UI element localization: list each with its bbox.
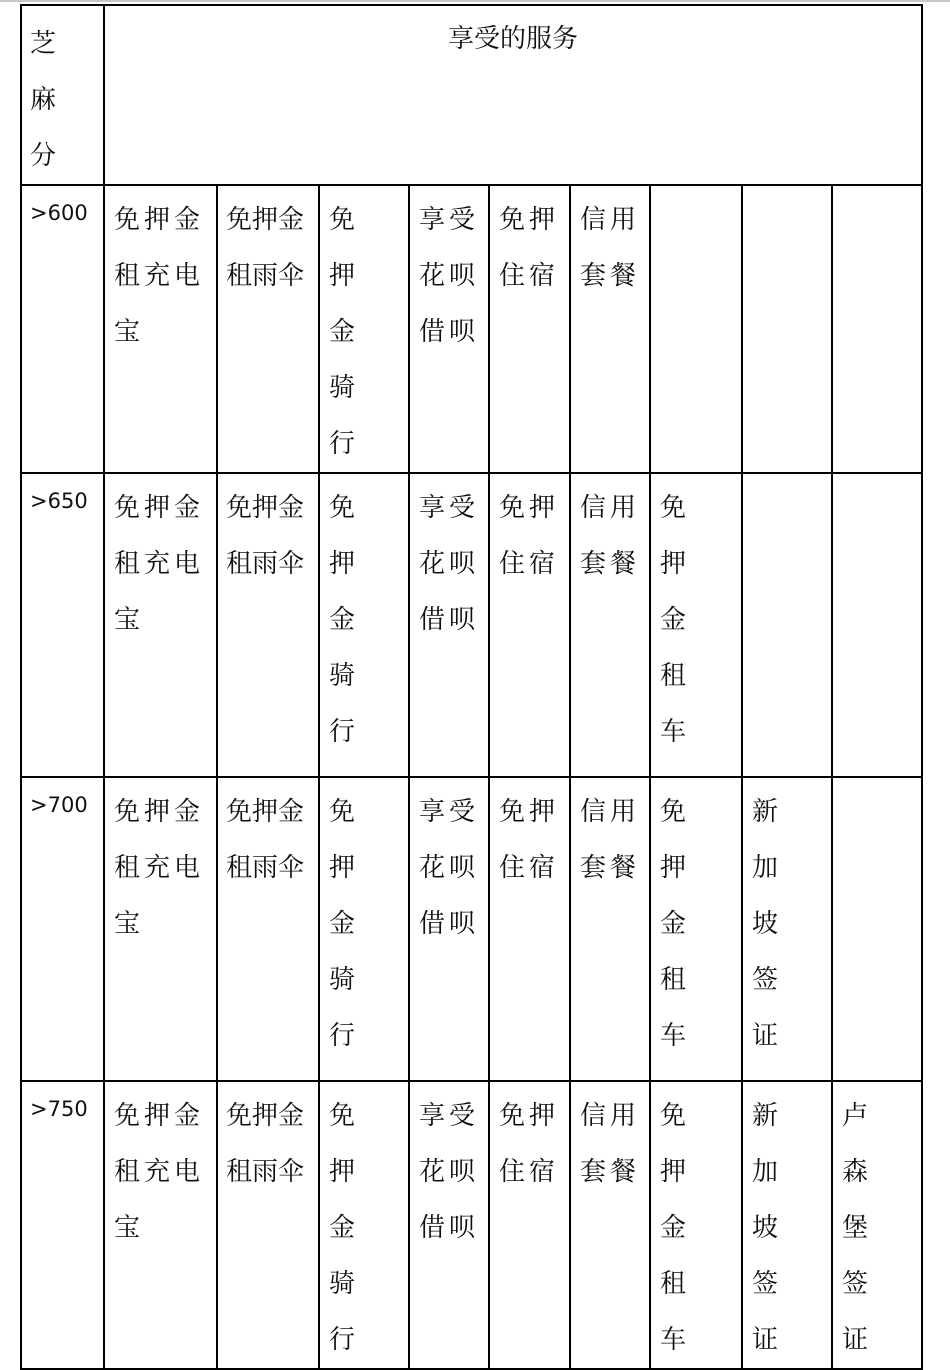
service-cell: 免押金租雨伞 — [217, 185, 319, 473]
top-rule — [0, 0, 950, 2]
service-cell: 免押金租充电宝 — [104, 473, 217, 777]
service-cell: 免押金租车 — [650, 1081, 742, 1369]
service-cell: 免押金租充电宝 — [104, 777, 217, 1081]
service-cell: 免押金租雨伞 — [217, 1081, 319, 1369]
service-cell: 免押金骑行 — [319, 1081, 409, 1369]
service-cell: 免押金租充电宝 — [104, 185, 217, 473]
table-row — [21, 777, 922, 1081]
service-cell: 免押金租雨伞 — [217, 777, 319, 1081]
header-row — [21, 5, 922, 185]
service-cell: 免押金租雨伞 — [217, 473, 319, 777]
services-header-cell: 享受的服务 — [104, 5, 922, 185]
score-header-cell: 芝麻分 — [21, 5, 104, 185]
score-cell: >750 — [21, 1081, 104, 1369]
service-cell: 新加坡签证 — [742, 777, 832, 1081]
service-cell: 享受花呗借呗 — [409, 185, 489, 473]
score-cell: >600 — [21, 185, 104, 473]
service-cell: 免押住宿 — [489, 185, 570, 473]
service-cell: 免押住宿 — [489, 777, 570, 1081]
service-cell: 免押金租车 — [650, 473, 742, 777]
service-cell: 新加坡签证 — [742, 1081, 832, 1369]
service-cell: 享受花呗借呗 — [409, 473, 489, 777]
service-cell: 免押金租充电宝 — [104, 1081, 217, 1369]
service-cell — [650, 185, 742, 473]
service-cell: 享受花呗借呗 — [409, 777, 489, 1081]
service-cell — [742, 185, 832, 473]
service-cell: 信用套餐 — [570, 473, 650, 777]
score-cell: >650 — [21, 473, 104, 777]
service-cell: 享受花呗借呗 — [409, 1081, 489, 1369]
service-cell — [832, 473, 922, 777]
table-row — [21, 1081, 922, 1369]
service-cell: 免押金租车 — [650, 777, 742, 1081]
table-row — [21, 185, 922, 473]
service-cell: 免押住宿 — [489, 1081, 570, 1369]
service-cell — [742, 473, 832, 777]
service-cell — [832, 185, 922, 473]
table-row — [21, 473, 922, 777]
service-cell: 信用套餐 — [570, 1081, 650, 1369]
service-cell — [832, 777, 922, 1081]
score-cell: >700 — [21, 777, 104, 1081]
service-cell: 卢森堡签证 — [832, 1081, 922, 1369]
sesame-credit-services-table — [20, 4, 923, 1370]
service-cell: 免押金骑行 — [319, 473, 409, 777]
service-cell: 信用套餐 — [570, 185, 650, 473]
service-cell: 信用套餐 — [570, 777, 650, 1081]
service-cell: 免押金骑行 — [319, 777, 409, 1081]
service-cell: 免押金骑行 — [319, 185, 409, 473]
service-cell: 免押住宿 — [489, 473, 570, 777]
